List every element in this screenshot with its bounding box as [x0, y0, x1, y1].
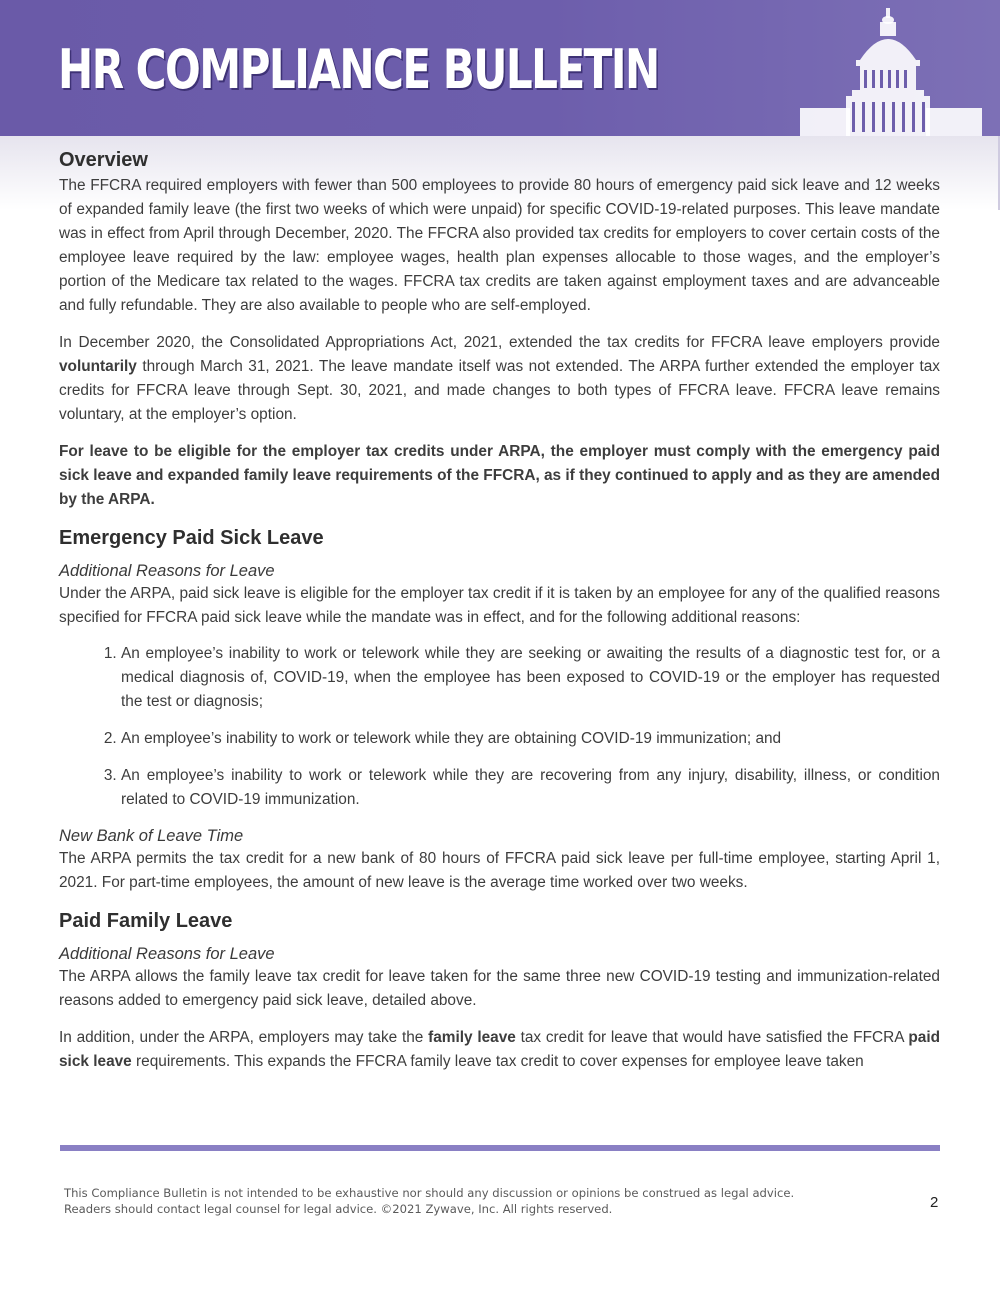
overview-paragraph-1: The FFCRA required employers with fewer than 500 employees to provide 80 hours of emergency paid sick leave and 12 weeks of expanded family leave (the first two weeks of which were unpaid) for specific COVID-19-related purposes. This leave mandate was in effect from April through December, 2020. The FFCRA also provided tax credits for employers to cover certain costs of the employee leave required by the law: employee wages, health plan expenses allocable to those wages, and the employer’s portion of the Medicare tax related to the wages. FFCRA tax credits are taken against employment taxes and are advanceable and fully refundable. They are also available to people who are self-employed.: [59, 177, 940, 314]
pfl-p2-text-a: In addition, under the ARPA, employers may take the: [59, 1029, 429, 1046]
epsl-subheading-bank: New Bank of Leave Time: [59, 827, 244, 845]
pfl-paragraph-2: [59, 1026, 940, 1074]
bulletin-title: HR COMPLIANCE BULLETIN: [58, 38, 659, 101]
pfl-p2-bold-1: family leave: [428, 1029, 516, 1046]
epsl-paragraph-1: Under the ARPA, paid sick leave is eligible for the employer tax credit if it is taken by an employee for any of the qualified reasons specified for FFCRA paid sick leave while the mandate was in effect, and for the following additional reasons:: [59, 585, 940, 626]
capitol-dome-icon: [790, 4, 990, 136]
overview-paragraph-2: [59, 331, 940, 427]
list-item: 3. An employee’s inability to work or telework while they are recovering from any injury, disability, illness, or condition related to COVID-19 immunization.: [121, 764, 940, 812]
pfl-subheading-reasons: Additional Reasons for Leave: [59, 945, 275, 963]
pfl-p2-text-c: requirements. This expands the FFCRA family leave tax credit to cover expenses for employee leave taken: [131, 1053, 864, 1070]
overview-p2-bold: voluntarily: [59, 358, 137, 375]
pfl-p2-bold-2: paid sick leave: [59, 1029, 940, 1070]
overview-p2-text-a: In December 2020, the Consolidated Appropriations Act, 2021, extended the tax credits for FFCRA leave employers provide: [59, 334, 940, 351]
footer-disclaimer: This Compliance Bulletin is not intended to be exhaustive nor should any discussion or opinions be construed as legal advice. Readers should contact legal counsel for legal advice. ©2021 Zywave, Inc. All rights reserved.: [64, 1186, 795, 1216]
list-item: 1. An employee’s inability to work or telework while they are seeking or awaiting the results of a diagnostic test for, or a medical diagnosis of, COVID-19, when the employee has been exposed to COVID-19 or the employer has requested the test or diagnosis;: [121, 642, 940, 714]
footer-divider: [60, 1145, 940, 1151]
overview-paragraph-3: For leave to be eligible for the employer tax credits under ARPA, the employer must comply with the emergency paid sick leave and expanded family leave requirements of the FFCRA, as if they continued to apply and as they are amended by the ARPA.: [59, 443, 940, 508]
epsl-subheading-reasons: Additional Reasons for Leave: [59, 562, 275, 580]
epsl-heading: Emergency Paid Sick Leave: [59, 527, 324, 549]
epsl-reasons-list: [59, 642, 940, 812]
overview-p2-text-b: through March 31, 2021. The leave mandate itself was not extended. The ARPA further extended the employer tax credits for FFCRA leave through Sept. 30, 2021, and made changes to both types of FFCRA leave. FFCRA leave remains voluntary, at the employer’s option.: [59, 358, 940, 423]
epsl-paragraph-2: The ARPA permits the tax credit for a new bank of 80 hours of FFCRA paid sick leave per full-time employee, starting April 1, 2021. For part-time employees, the amount of new leave is the average time worked over two weeks.: [59, 850, 940, 891]
header-banner: [0, 0, 1000, 136]
overview-heading: Overview: [59, 149, 148, 171]
pfl-paragraph-1: The ARPA allows the family leave tax credit for leave taken for the same three new COVID-19 testing and immunization-related reasons added to emergency paid sick leave, detailed above.: [59, 968, 940, 1009]
pfl-p2-text-b: tax credit for leave that would have satisfied the FFCRA: [515, 1029, 909, 1046]
page-number: 2: [930, 1194, 939, 1211]
list-item: 2. An employee’s inability to work or telework while they are obtaining COVID-19 immunization; and: [121, 727, 940, 751]
bulletin-body: [59, 146, 940, 1074]
pfl-heading: Paid Family Leave: [59, 910, 233, 932]
